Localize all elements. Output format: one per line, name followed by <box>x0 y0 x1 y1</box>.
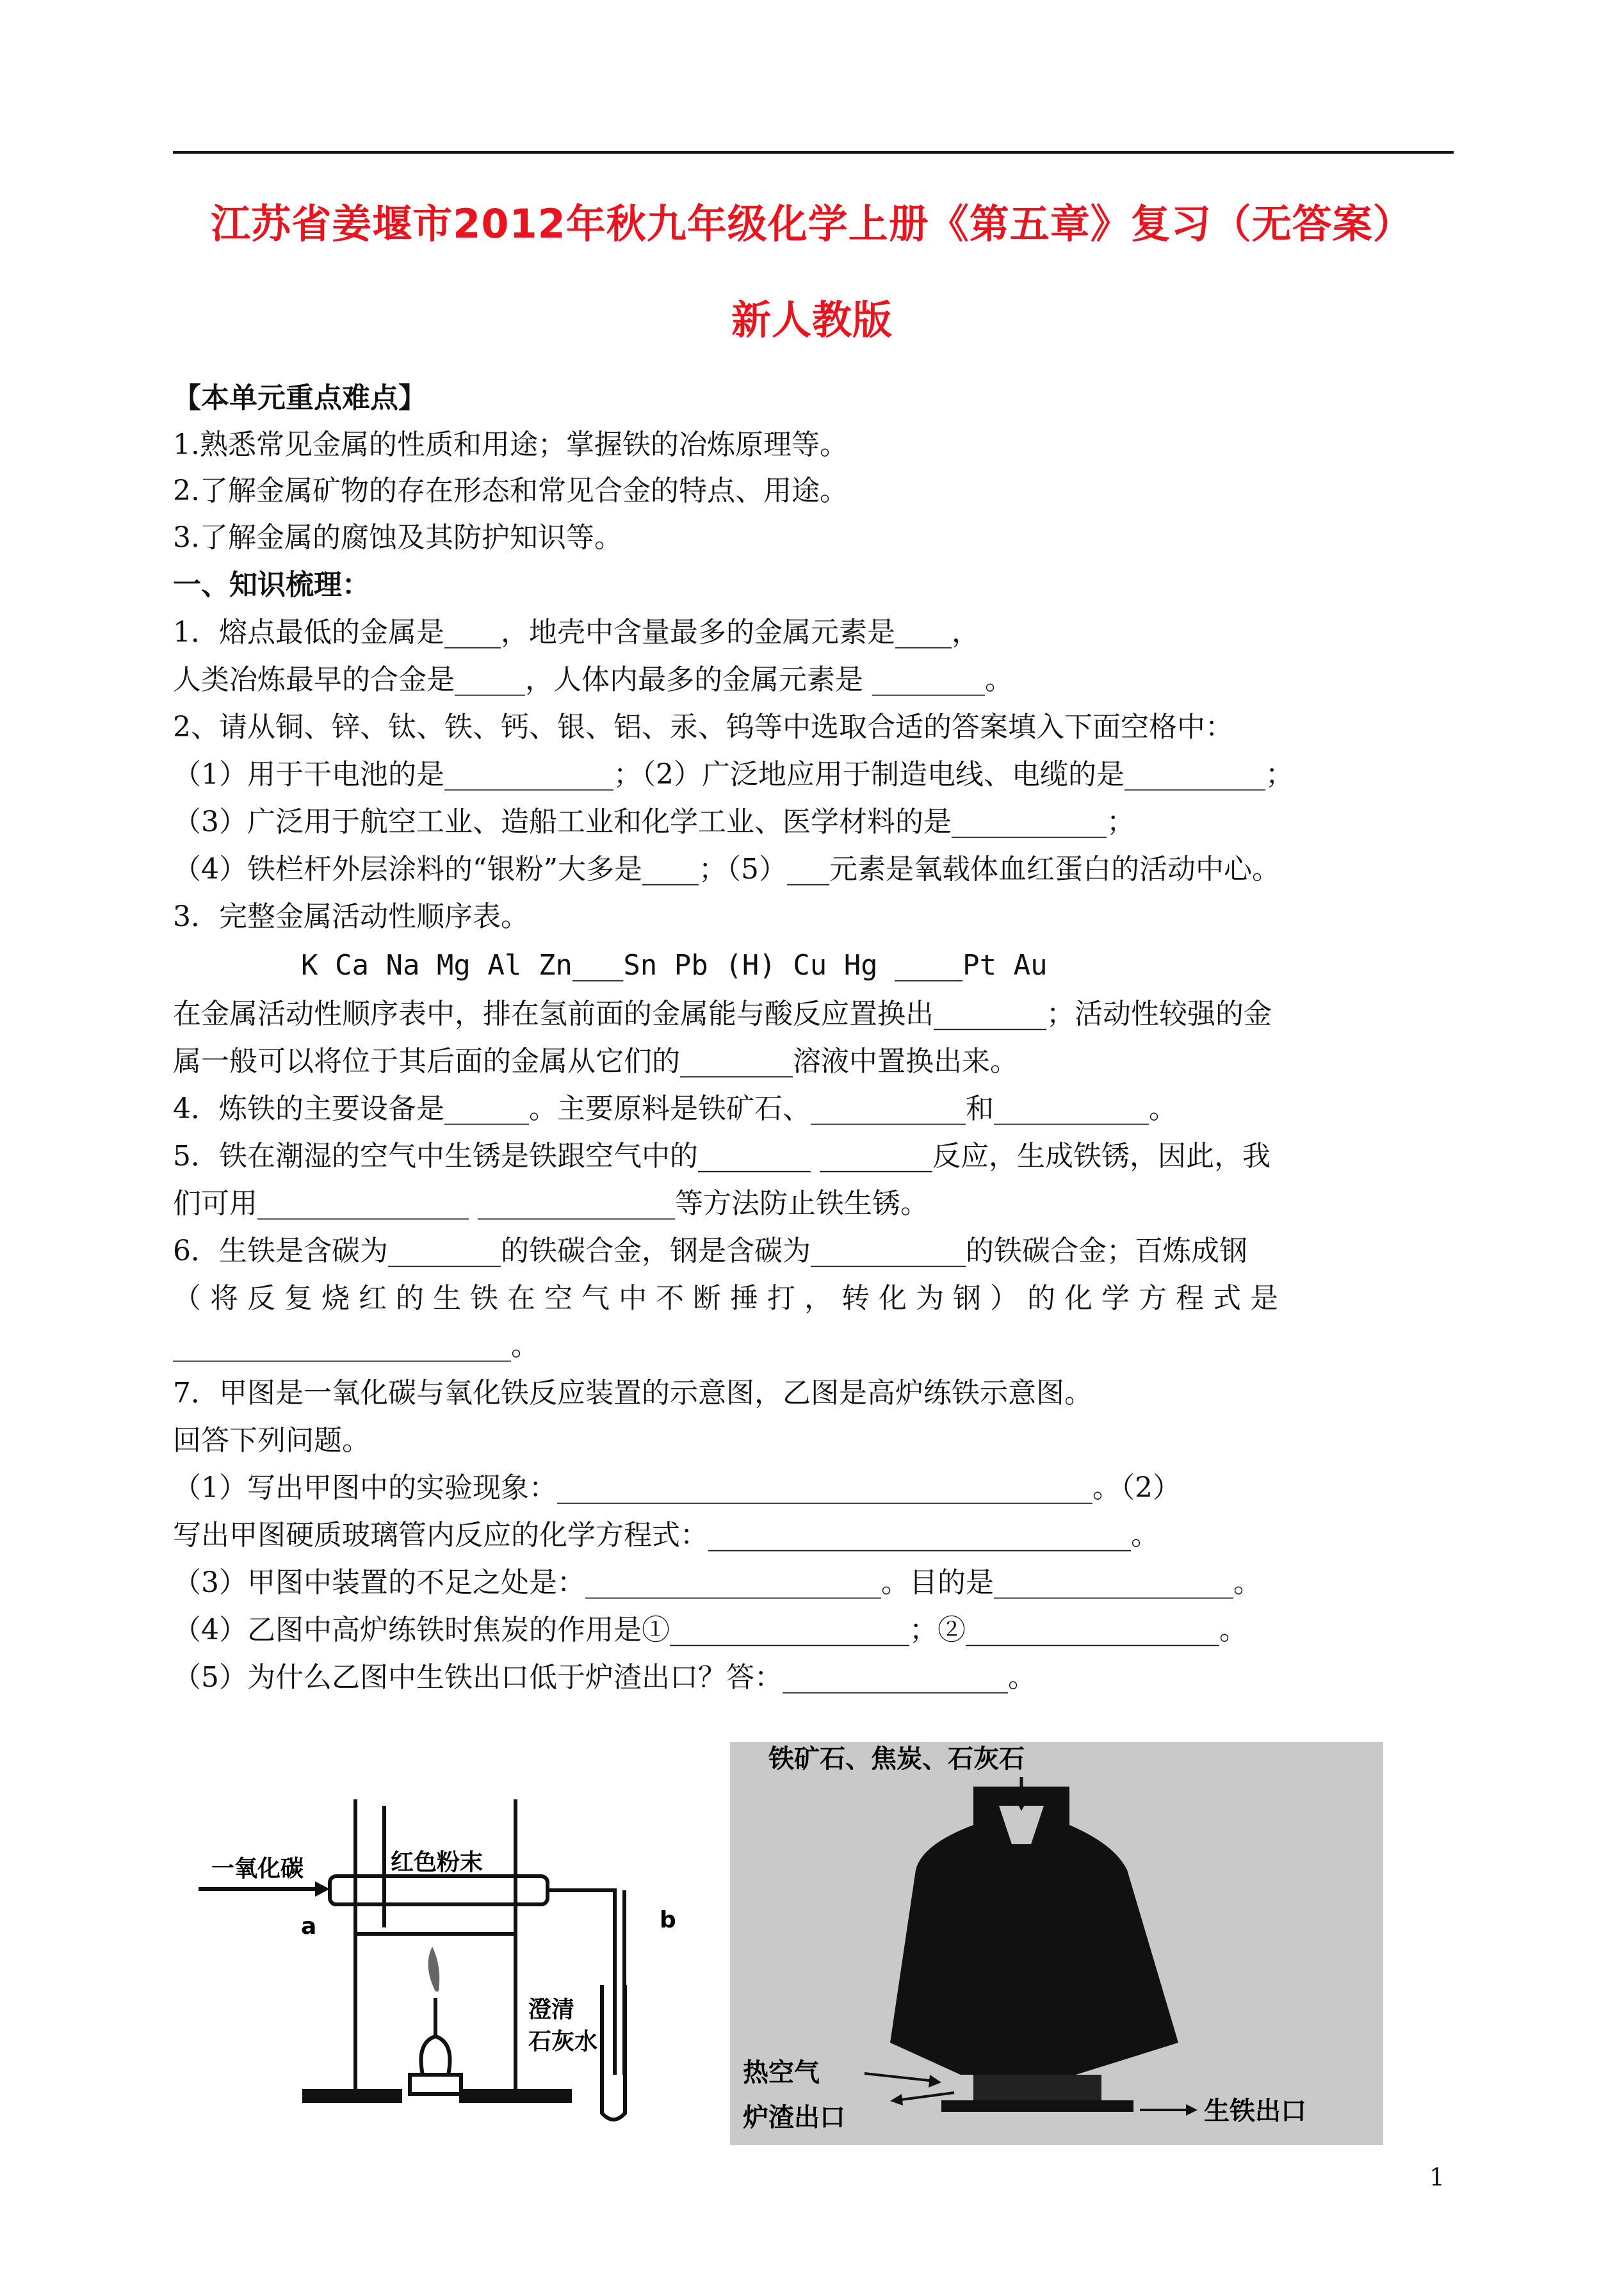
question-1-line2: 人类冶炼最早的合金是_____，人体内最多的金属元素是 ________。 <box>173 663 1013 696</box>
figure-blast-furnace <box>730 1742 1383 2145</box>
label-hot-air: 热空气 <box>743 2058 820 2088</box>
label-limewater-2: 石灰水 <box>528 2029 598 2055</box>
question-7-part4: （4）乙图中高炉练铁时焦炭的作用是①_________________；②__________________。 <box>173 1614 1247 1646</box>
question-7-prompt: 回答下列问题。 <box>173 1424 370 1457</box>
header-rule <box>173 151 1454 154</box>
key-point-2: 2.了解金属矿物的存在形态和常见合金的特点、用途。 <box>173 474 848 507</box>
document-title-line1: 江苏省姜堰市2012年秋九年级化学上册《第五章》复习（无答案） <box>211 200 1413 247</box>
label-iron-outlet: 生铁出口 <box>1204 2096 1306 2126</box>
question-6-line2: （将反复烧红的生铁在空气中不断捶打，转化为钢）的化学方程式是 <box>173 1282 1287 1315</box>
question-7-stem: 7．甲图是一氧化碳与氧化铁反应装置的示意图，乙图是高炉练铁示意图。 <box>173 1377 1092 1409</box>
label-red-powder: 红色粉末 <box>391 1849 483 1876</box>
label-limewater-1: 澄清 <box>528 1997 575 2023</box>
question-2-stem: 2、请从铜、锌、钛、铁、钙、银、铝、汞、钨等中选取合适的答案填入下面空格中： <box>173 711 1233 743</box>
question-3-stem: 3．完整金属活动性顺序表。 <box>173 900 529 933</box>
question-1-line1: 1．熔点最低的金属是____，地壳中含量最多的金属元素是____， <box>173 616 980 649</box>
section-heading-key-points: 【本单元重点难点】 <box>173 382 426 414</box>
question-7-part5: （5）为什么乙图中生铁出口低于炉渣出口？答：________________。 <box>173 1661 1036 1694</box>
question-2-part3: （3）广泛用于航空工业、造船工业和化学工业、医学材料的是___________； <box>173 806 1135 838</box>
question-5-line1: 5．铁在潮湿的空气中生锈是铁跟空气中的________ ________反应，生成铁锈，因此，我 <box>173 1140 1271 1172</box>
question-2-part1: （1）用于干电池的是____________；（2）广泛地应用于制造电线、电缆的是__________； <box>173 758 1294 791</box>
question-6-line1: 6．生铁是含碳为________的铁碳合金，钢是含碳为___________的铁碳合金；百炼成钢 <box>173 1235 1247 1267</box>
question-5-line2: 们可用_______________ ______________等方法防止铁生锈。 <box>173 1187 929 1220</box>
document-title-line2: 新人教版 <box>731 296 893 343</box>
question-3-line2: 属一般可以将位于其后面的金属从它们的________溶液中置换出来。 <box>173 1045 1018 1078</box>
activity-series: K Ca Na Mg Al Zn___Sn Pb (H) Cu Hg ____Pt Au <box>301 949 1048 982</box>
key-point-1: 1.熟悉常见金属的性质和用途；掌握铁的冶炼原理等。 <box>173 428 848 461</box>
question-7-part1: （1）写出甲图中的实验现象：______________________________________。（2） <box>173 1472 1181 1504</box>
question-2-part4: （4）铁栏杆外层涂料的“银粉”大多是____；（5）___元素是氧载体血红蛋白的活动中心。 <box>173 853 1280 886</box>
page-number: 1 <box>1429 2163 1445 2191</box>
label-a: a <box>301 1913 317 1940</box>
section-heading-knowledge: 一、知识梳理： <box>173 569 370 601</box>
label-b: b <box>660 1907 676 1933</box>
figure-co-iron-oxide-apparatus <box>192 1774 717 2132</box>
label-raw-materials: 铁矿石、焦炭、石灰石 <box>768 1744 1025 1774</box>
flame-icon <box>428 1947 440 1991</box>
question-7-part2: 写出甲图硬质玻璃管内反应的化学方程式：______________________________。 <box>173 1519 1159 1552</box>
question-6-line3: ________________________。 <box>173 1329 539 1362</box>
question-3-line1: 在金属活动性顺序表中，排在氢前面的金属能与酸反应置换出________；活动性较强的金 <box>173 998 1272 1030</box>
key-point-3: 3.了解金属的腐蚀及其防护知识等。 <box>173 521 622 554</box>
label-slag-outlet: 炉渣出口 <box>743 2103 845 2132</box>
question-7-part3: （3）甲图中装置的不足之处是：_____________________。目的是_________________。 <box>173 1566 1262 1599</box>
question-4: 4．炼铁的主要设备是______。主要原料是铁矿石、___________和___________。 <box>173 1092 1177 1125</box>
label-co: 一氧化碳 <box>211 1856 304 1882</box>
